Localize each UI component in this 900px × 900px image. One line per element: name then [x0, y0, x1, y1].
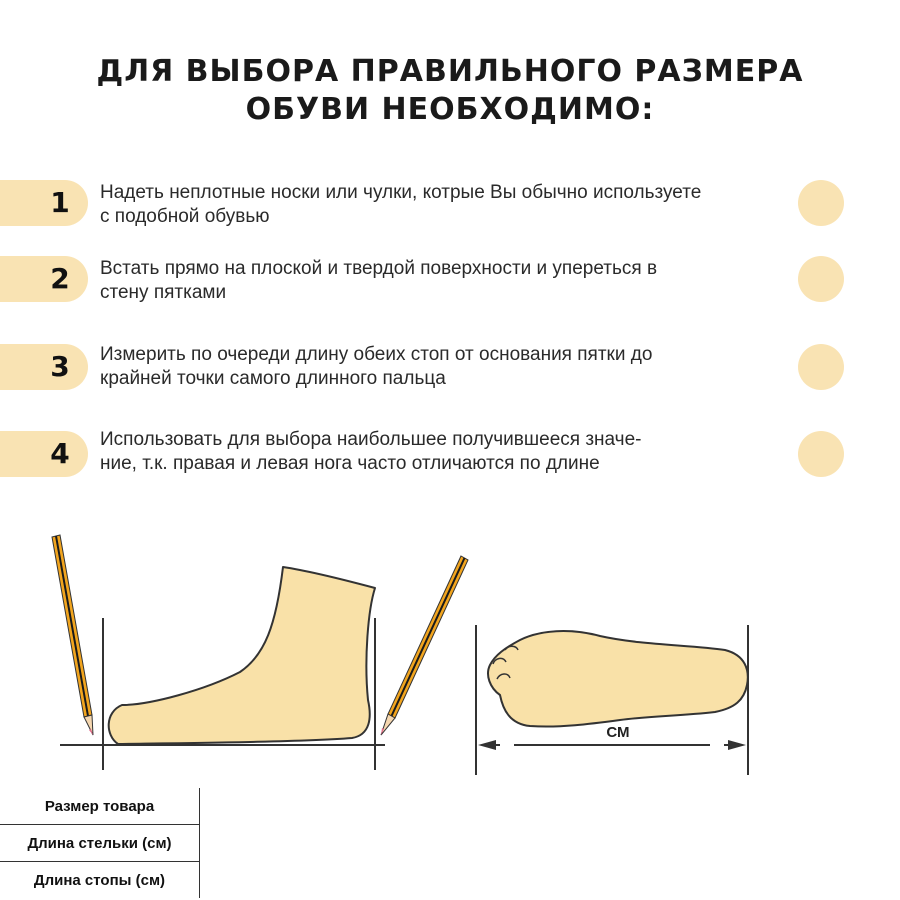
dimension-dash	[500, 743, 514, 747]
table-row	[0, 788, 200, 825]
step-text	[100, 257, 780, 305]
measurement-illustration	[0, 520, 900, 790]
step-text-line: стену пятками	[100, 282, 227, 303]
pencil-right-icon	[381, 556, 468, 735]
step-text-line: Измерить по очереди длину обеих стоп от основания пятки до	[100, 344, 653, 365]
step-badge	[0, 431, 88, 477]
step-badge	[0, 180, 88, 226]
step-marker	[798, 344, 844, 390]
step-text	[100, 181, 780, 229]
table-row-header: Размер товара	[0, 788, 200, 825]
foot-top-view	[488, 631, 748, 726]
step-marker	[798, 431, 844, 477]
step-badge	[0, 344, 88, 390]
step-text-line: Встать прямо на плоской и твердой поверхности и упереться в	[100, 258, 658, 279]
step-number: 1	[50, 186, 70, 219]
foot-side-view	[109, 567, 375, 744]
table-row	[0, 825, 200, 862]
unit-label: СМ	[606, 724, 630, 741]
step-text-line: ние, т.к. правая и левая нога часто отличаются по длине	[100, 453, 600, 474]
step-text-line: с подобной обувью	[100, 206, 270, 227]
step-text	[100, 428, 780, 476]
table-row-header: Длина стельки (см)	[0, 825, 200, 862]
title-emphasis: ПРАВИЛЬНОГО	[350, 54, 623, 89]
step-number: 2	[50, 262, 70, 295]
step-number: 4	[50, 437, 70, 470]
step-text-line: крайней точки самого длинного пальца	[100, 368, 446, 389]
dimension-arrow-right	[728, 740, 746, 750]
title-part: РАЗМЕРА	[622, 54, 804, 89]
dimension-arrow-left	[478, 740, 496, 750]
step-number: 3	[50, 350, 70, 383]
table-row-header: Длина стопы (см)	[0, 862, 200, 899]
step-text	[100, 343, 780, 391]
step-text-line: Надеть неплотные носки или чулки, котрые Вы обычно используете	[100, 182, 702, 203]
step-badge	[0, 256, 88, 302]
title-part: ДЛЯ ВЫБОРА	[96, 54, 351, 89]
step-marker	[798, 256, 844, 302]
size-table	[0, 788, 200, 898]
pencil-left-icon	[52, 535, 93, 735]
dimension-dash	[710, 743, 724, 747]
step-marker	[798, 180, 844, 226]
step-text-line: Использовать для выбора наибольшее получившееся значе-	[100, 429, 642, 450]
page-title-line-2: ОБУВИ НЕОБХОДИМО:	[245, 92, 655, 127]
table-row	[0, 862, 200, 899]
